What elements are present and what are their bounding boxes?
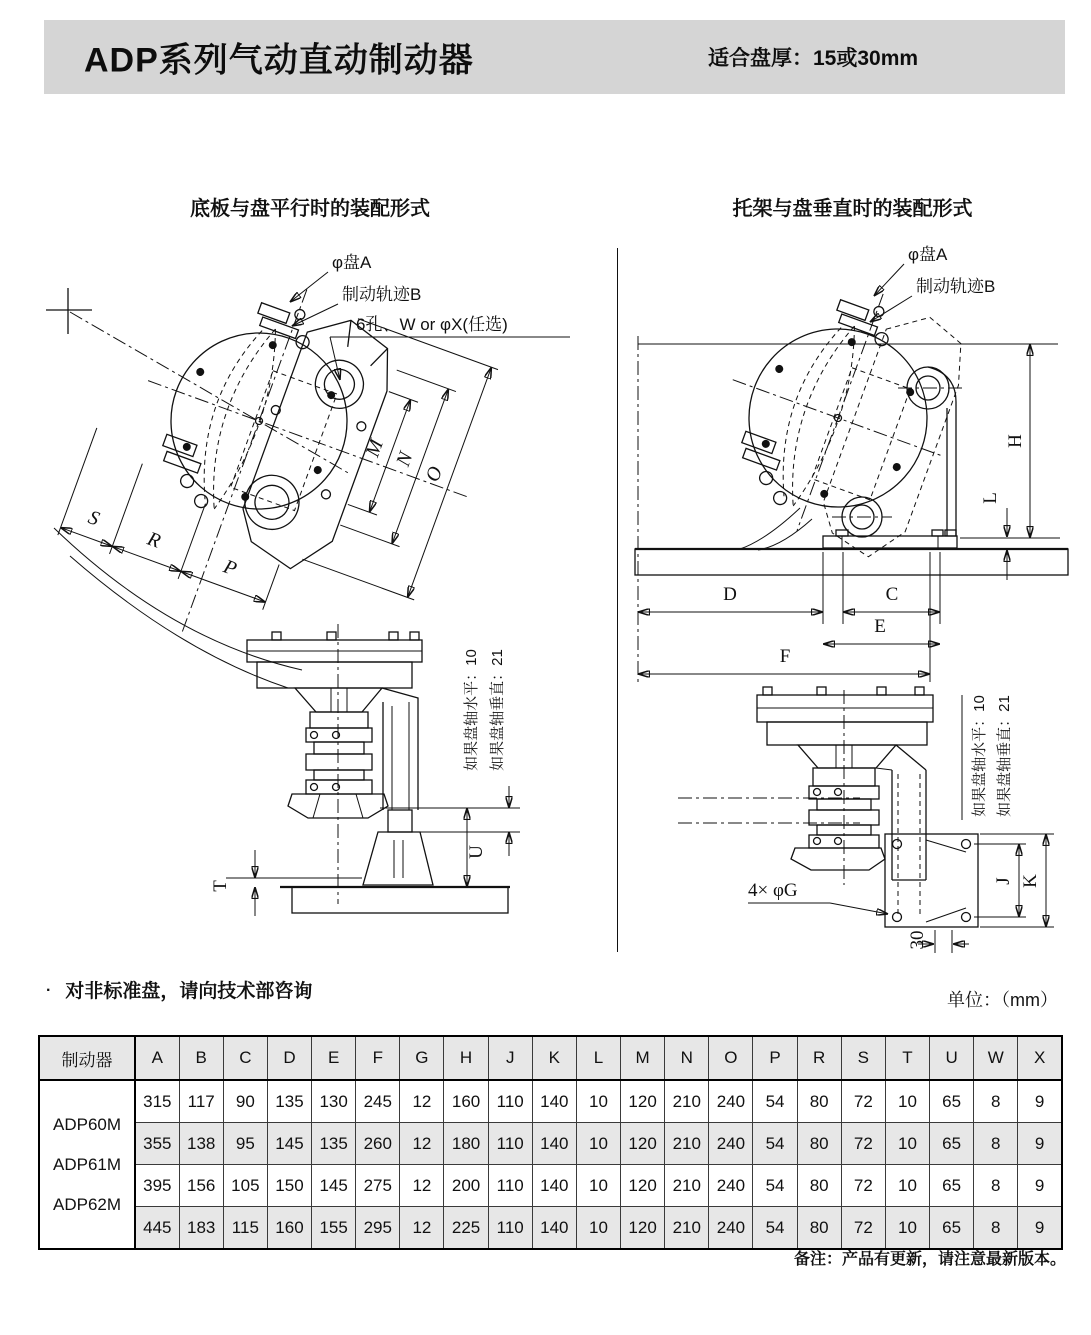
dim-cell: 110 <box>488 1165 532 1207</box>
dim-cell: 156 <box>179 1165 223 1207</box>
dim-cell: 145 <box>312 1165 356 1207</box>
bullet-icon: · <box>46 982 52 999</box>
dim-cell: 445 <box>135 1207 179 1250</box>
dim-label-m: M <box>361 436 388 460</box>
dim-cell: 80 <box>797 1165 841 1207</box>
header-bar <box>44 20 1065 94</box>
col-header-D: D <box>267 1036 311 1080</box>
col-header-X: X <box>1018 1036 1062 1080</box>
dim-cell: 210 <box>665 1123 709 1165</box>
dim-cell: 65 <box>930 1165 974 1207</box>
dim-cell: 9 <box>1018 1080 1062 1123</box>
dim-cell: 10 <box>885 1207 929 1250</box>
col-header-A: A <box>135 1036 179 1080</box>
dim-label-p: P <box>220 555 240 581</box>
dim-cell: 240 <box>709 1165 753 1207</box>
col-header-C: C <box>223 1036 267 1080</box>
dim-cell: 10 <box>576 1123 620 1165</box>
right-diagram <box>630 240 1075 955</box>
col-header-F: F <box>356 1036 400 1080</box>
disc-diameter-label: φ盘A <box>332 253 372 272</box>
dim-cell: 12 <box>400 1080 444 1123</box>
col-header-W: W <box>974 1036 1018 1080</box>
dim-cell: 145 <box>267 1123 311 1165</box>
dim-cell: 135 <box>267 1080 311 1123</box>
dim-cell: 210 <box>665 1080 709 1123</box>
left-diagram-title: 底板与盘平行时的装配形式 <box>190 198 430 220</box>
dim-cell: 180 <box>444 1123 488 1165</box>
axis-horizontal-note: 如果盘轴水平：10 <box>463 649 480 771</box>
dim-cell: 90 <box>223 1080 267 1123</box>
dim-cell: 9 <box>1018 1207 1062 1250</box>
dim-cell: 155 <box>312 1207 356 1250</box>
dim-cell: 315 <box>135 1080 179 1123</box>
dim-label-d: D <box>723 584 737 605</box>
dim-cell: 9 <box>1018 1123 1062 1165</box>
dim-label-c: C <box>885 584 899 605</box>
dim-cell: 8 <box>974 1207 1018 1250</box>
dim-label-r: R <box>144 527 164 553</box>
col-header-L: L <box>576 1036 620 1080</box>
dim-cell: 105 <box>223 1165 267 1207</box>
nonstandard-note <box>46 976 312 1003</box>
datum-cross <box>46 288 92 334</box>
col-header-T: T <box>885 1036 929 1080</box>
dim-cell: 225 <box>444 1207 488 1250</box>
dim-cell: 240 <box>709 1080 753 1123</box>
dim-cell: 8 <box>974 1080 1018 1123</box>
dim-cell: 135 <box>312 1123 356 1165</box>
col-header-B: B <box>179 1036 223 1080</box>
model-name: ADP60M <box>52 1114 122 1134</box>
col-header-N: N <box>665 1036 709 1080</box>
dim-cell: 54 <box>753 1123 797 1165</box>
dim-label-l: L <box>980 492 1001 504</box>
dim-cell: 10 <box>576 1165 620 1207</box>
right-diagram-title: 托架与盘垂直时的装配形式 <box>732 198 973 220</box>
dim-label-h: H <box>1005 434 1026 448</box>
dim-cell: 200 <box>444 1165 488 1207</box>
dim-cell: 138 <box>179 1123 223 1165</box>
col-header-U: U <box>930 1036 974 1080</box>
dim-cell: 275 <box>356 1165 400 1207</box>
col-header-K: K <box>532 1036 576 1080</box>
dim-cell: 160 <box>267 1207 311 1250</box>
diagram-divider <box>617 248 618 952</box>
dim-cell: 183 <box>179 1207 223 1250</box>
dim-cell: 12 <box>400 1123 444 1165</box>
col-header-R: R <box>797 1036 841 1080</box>
dim-cell: 140 <box>532 1165 576 1207</box>
col-header-O: O <box>709 1036 753 1080</box>
dim-cell: 110 <box>488 1080 532 1123</box>
dim-cell: 117 <box>179 1080 223 1123</box>
dim-cell: 72 <box>841 1080 885 1123</box>
disc-thickness-spec: 适合盘厚：15或30mm <box>708 47 919 70</box>
brake-assembly-side <box>247 624 433 904</box>
dim-label-f: F <box>779 646 791 667</box>
bolt-holes-label: 4× φG <box>748 880 798 901</box>
axis-horizontal-note: 如果盘轴水平：10 <box>971 695 988 817</box>
axis-vertical-note: 如果盘轴垂直：21 <box>489 649 506 771</box>
brake-track-label: 制动轨迹B <box>342 285 422 304</box>
nonstandard-note-text: 对非标准盘，请向技术部咨询 <box>65 981 313 1002</box>
dim-cell: 72 <box>841 1207 885 1250</box>
col-header-E: E <box>312 1036 356 1080</box>
brake-assembly-front <box>41 240 518 709</box>
dim-cell: 240 <box>709 1207 753 1250</box>
unit-note: 单位：（mm） <box>947 990 1058 1010</box>
dim-cell: 10 <box>576 1207 620 1250</box>
dim-cell: 80 <box>797 1123 841 1165</box>
dim-label-o: O <box>421 463 448 485</box>
dim-cell: 245 <box>356 1080 400 1123</box>
brake-assembly-front-vertical <box>692 256 989 569</box>
dim-cell: 210 <box>665 1207 709 1250</box>
dim-label-j: J <box>993 877 1014 885</box>
dim-cell: 260 <box>356 1123 400 1165</box>
col-header-H: H <box>444 1036 488 1080</box>
brake-assembly-side-vertical <box>678 687 978 927</box>
dim-cell: 10 <box>885 1165 929 1207</box>
dim-cell: 10 <box>576 1080 620 1123</box>
dim-label-s: S <box>85 506 103 531</box>
dim-cell: 72 <box>841 1165 885 1207</box>
dim-cell: 65 <box>930 1207 974 1250</box>
dim-cell: 12 <box>400 1207 444 1250</box>
dim-cell: 80 <box>797 1207 841 1250</box>
mounting-bracket <box>823 367 966 548</box>
dim-label-30: 30 <box>907 930 928 950</box>
dim-cell: 120 <box>621 1207 665 1250</box>
col-header-J: J <box>488 1036 532 1080</box>
model-names-cell <box>39 1080 135 1249</box>
dim-cell: 120 <box>621 1165 665 1207</box>
dim-cell: 54 <box>753 1165 797 1207</box>
col-header-G: G <box>400 1036 444 1080</box>
dim-cell: 295 <box>356 1207 400 1250</box>
col-header-M: M <box>621 1036 665 1080</box>
dim-cell: 10 <box>885 1080 929 1123</box>
dim-cell: 9 <box>1018 1165 1062 1207</box>
dim-cell: 150 <box>267 1165 311 1207</box>
dim-cell: 110 <box>488 1123 532 1165</box>
dim-label-k: K <box>1020 874 1041 888</box>
col-header-model: 制动器 <box>39 1036 135 1080</box>
dim-cell: 8 <box>974 1165 1018 1207</box>
dim-cell: 8 <box>974 1123 1018 1165</box>
dim-cell: 80 <box>797 1080 841 1123</box>
dim-label-e: E <box>874 616 886 637</box>
dim-cell: 72 <box>841 1123 885 1165</box>
dim-cell: 140 <box>532 1207 576 1250</box>
dim-cell: 65 <box>930 1123 974 1165</box>
model-name: ADP61M <box>52 1154 122 1174</box>
page-title: ADP系列气动直动制动器 <box>84 41 474 80</box>
dim-cell: 160 <box>444 1080 488 1123</box>
dim-cell: 12 <box>400 1165 444 1207</box>
dim-cell: 54 <box>753 1080 797 1123</box>
col-header-S: S <box>841 1036 885 1080</box>
dim-cell: 140 <box>532 1123 576 1165</box>
dim-cell: 95 <box>223 1123 267 1165</box>
model-name: ADP62M <box>52 1194 122 1214</box>
dim-cell: 140 <box>532 1080 576 1123</box>
dim-cell: 240 <box>709 1123 753 1165</box>
dim-label-t: T <box>210 880 231 892</box>
dim-cell: 120 <box>621 1123 665 1165</box>
dim-cell: 355 <box>135 1123 179 1165</box>
dim-cell: 130 <box>312 1080 356 1123</box>
dimension-table <box>38 1035 1063 1250</box>
left-diagram <box>30 240 590 955</box>
dim-cell: 10 <box>885 1123 929 1165</box>
axis-vertical-note: 如果盘轴垂直：21 <box>996 695 1013 817</box>
col-header-P: P <box>753 1036 797 1080</box>
dim-cell: 210 <box>665 1165 709 1207</box>
dim-cell: 395 <box>135 1165 179 1207</box>
mount-holes-label: 6孔、W or φX(任选) <box>356 315 508 334</box>
dim-cell: 115 <box>223 1207 267 1250</box>
dim-cell: 65 <box>930 1080 974 1123</box>
dim-label-n: N <box>392 449 418 470</box>
dim-cell: 110 <box>488 1207 532 1250</box>
disc-diameter-label: φ盘A <box>908 245 948 264</box>
remark-note: 备注：产品有更新，请注意最新版本。 <box>793 1251 1066 1268</box>
dim-label-u: U <box>466 845 487 859</box>
dim-cell: 120 <box>621 1080 665 1123</box>
brake-track-label: 制动轨迹B <box>916 277 996 296</box>
dim-cell: 54 <box>753 1207 797 1250</box>
